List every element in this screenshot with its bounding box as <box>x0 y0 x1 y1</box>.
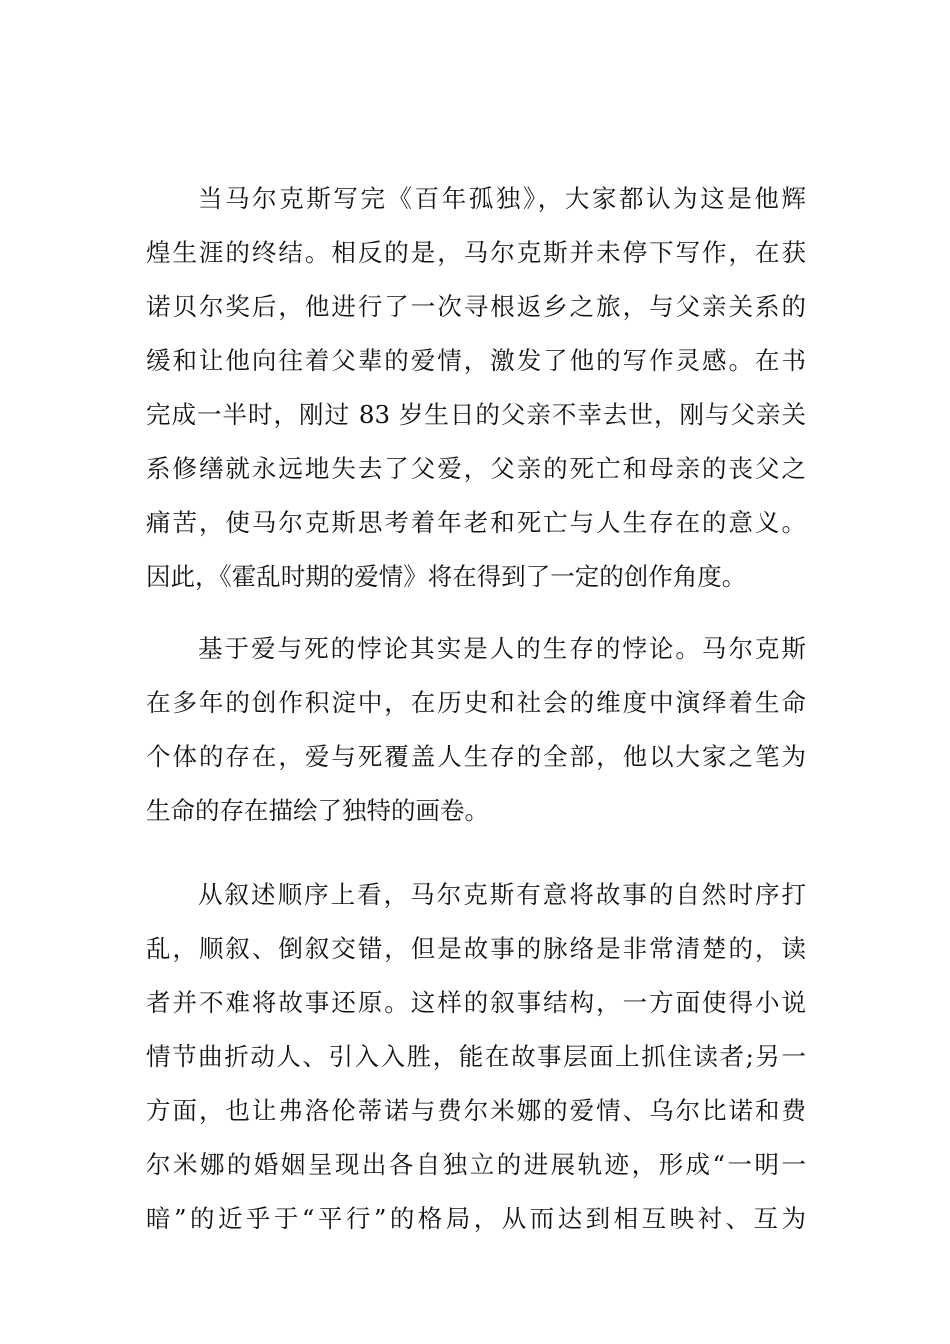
paragraph-line: 痛苦，使马尔克斯思考着年老和死亡与人生存在的意义。 <box>146 508 806 537</box>
paragraph-1 <box>146 172 806 604</box>
paragraph-line: 乱，顺叙、倒叙交错，但是故事的脉络是非常清楚的，读 <box>146 934 806 963</box>
paragraph-line: 尔米娜的婚姻呈现出各自独立的进展轨迹，形成“一明一 <box>146 1150 806 1179</box>
paragraph-line: 情节曲折动人、引入入胜，能在故事层面上抓住读者;另一 <box>146 1042 806 1071</box>
paragraph-line: 基于爱与死的悖论其实是人的生存的悖论。马尔克斯 <box>198 634 806 663</box>
paragraph-line: 系修缮就永远地失去了父爱，父亲的死亡和母亲的丧父之 <box>146 454 806 483</box>
paragraph-line: 暗”的近乎于“平行”的格局，从而达到相互映衬、互为 <box>146 1204 806 1233</box>
paragraph-line: 生命的存在描绘了独特的画卷。 <box>146 796 489 825</box>
paragraph-line: 从叙述顺序上看，马尔克斯有意将故事的自然时序打 <box>198 880 806 909</box>
paragraph-line: 缓和让他向往着父辈的爱情，激发了他的写作灵感。在书 <box>146 346 806 375</box>
paragraph-line: 当马尔克斯写完《百年孤独》，大家都认为这是他辉 <box>198 184 806 213</box>
paragraph-line: 方面，也让弗洛伦蒂诺与费尔米娜的爱情、乌尔比诺和费 <box>146 1096 806 1125</box>
paragraph-3 <box>146 868 806 1246</box>
paragraph-line: 诺贝尔奖后，他进行了一次寻根返乡之旅，与父亲关系的 <box>146 292 806 321</box>
paragraph-line: 因此，《霍乱时期的爱情》将在得到了一定的创作角度。 <box>146 562 747 591</box>
paragraph-line: 完成一半时，刚过 83 岁生日的父亲不幸去世，刚与父亲关 <box>146 400 806 429</box>
paragraph-line: 煌生涯的终结。相反的是，马尔克斯并未停下写作，在获 <box>146 238 806 267</box>
paragraph-line: 在多年的创作积淀中，在历史和社会的维度中演绎着生命 <box>146 688 806 717</box>
paragraph-line: 个体的存在，爱与死覆盖人生存的全部，他以大家之笔为 <box>146 742 806 771</box>
paragraph-2 <box>146 622 806 838</box>
paragraph-line: 者并不难将故事还原。这样的叙事结构，一方面使得小说 <box>146 988 806 1017</box>
